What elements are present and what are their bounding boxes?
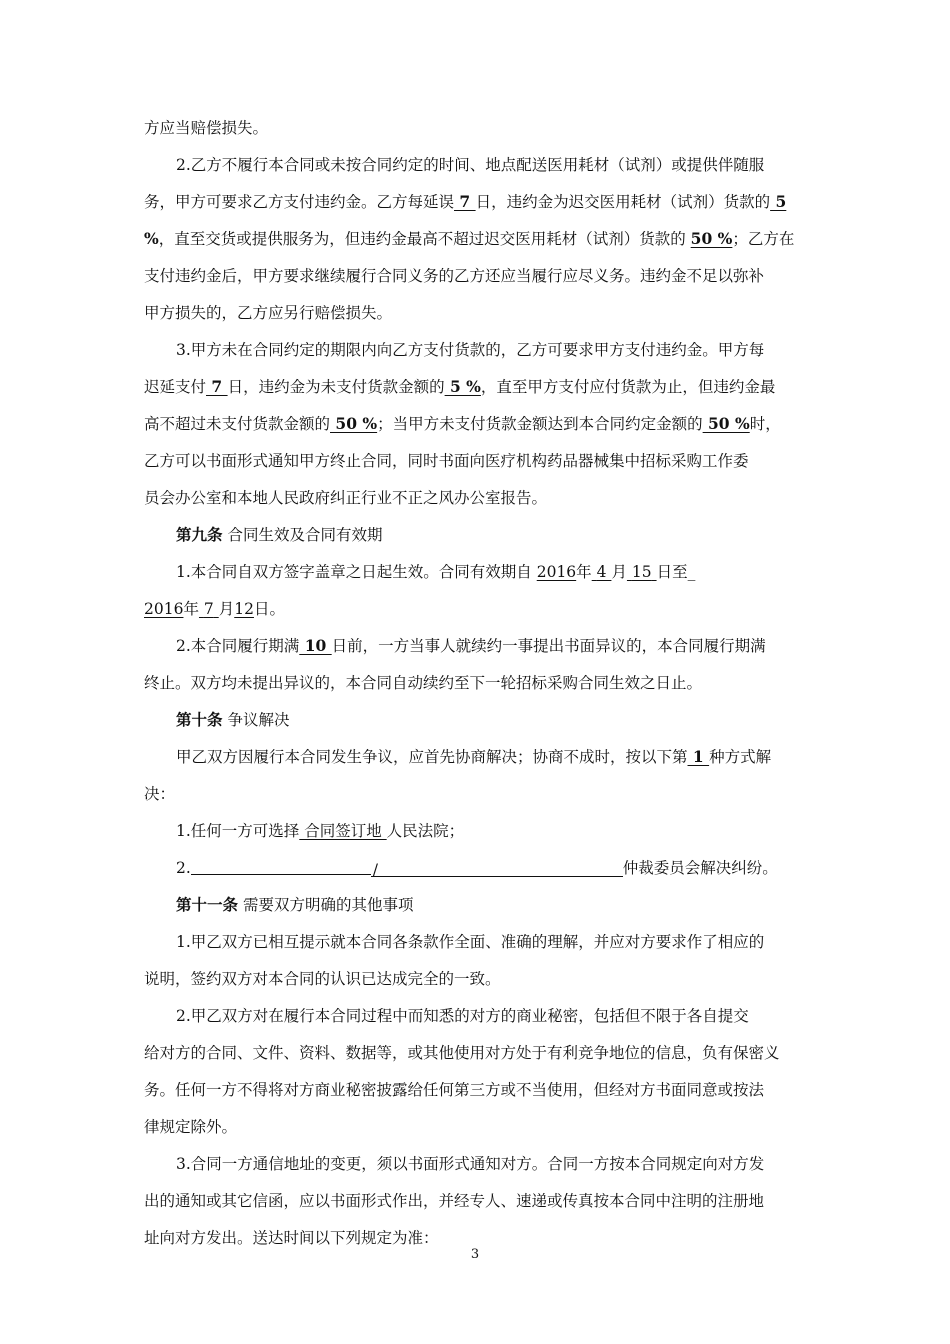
text-line: 高不超过未支付货款金额的 50 %；当甲方未支付货款金额达到本合同约定金额的 50 %时， xyxy=(144,414,781,433)
article-10-heading: 第十条 争议解决 xyxy=(176,710,290,729)
text-line: 给对方的合同、文件、资料、数据等，或其他使用对方处于有利竞争地位的信息，负有保密义 xyxy=(144,1044,780,1062)
text-line: 2016年 7 月12日。 xyxy=(144,600,285,618)
text-line: %，直至交货或提供服务为，但违约金最高不超过迟交医用耗材（试剂）货款的 50 %；乙方在 xyxy=(144,229,795,248)
clause-10-1-line: 1.任何一方可选择 合同签订地 人民法院； xyxy=(176,822,465,840)
clause-11-3-line: 3.合同一方通信地址的变更，须以书面形式通知对方。合同一方按本合同规定向对方发 xyxy=(176,1155,765,1173)
text-line: 决： xyxy=(144,785,176,803)
text-line: 乙方可以书面形式通知甲方终止合同，同时书面向医疗机构药品器械集中招标采购工作委 xyxy=(144,452,749,470)
text-line: 支付违约金后，甲方要求继续履行合同义务的乙方还应当履行应尽义务。违约金不足以弥补 xyxy=(144,267,765,285)
clause-9-2-line: 2.本合同履行期满 10 日前，一方当事人就续约一事提出书面异议的，本合同履行期满 xyxy=(176,636,766,655)
text-line: 方应当赔偿损失。 xyxy=(144,119,269,137)
clause-9-1-line: 1.本合同自双方签字盖章之日起生效。合同有效期自 2016年 4 月 15 日至_ xyxy=(176,563,696,581)
clause-11-1-line: 1.甲乙双方已相互提示就本合同各条款作全面、准确的理解，并应对方要求作了相应的 xyxy=(176,933,765,951)
text-line: 出的通知或其它信函，应以书面形式作出，并经专人、速递或传真按本合同中注明的注册地 xyxy=(144,1192,765,1210)
blank-field: / xyxy=(371,860,623,877)
blank-field xyxy=(191,858,371,875)
article-11-heading: 第十一条 需要双方明确的其他事项 xyxy=(176,895,414,914)
text-line: 务。任何一方不得将对方商业秘密披露给任何第三方或不当使用，但经对方书面同意或按法 xyxy=(144,1081,765,1099)
clause-10-2-line: 2. / 仲裁委员会解决纠纷。 xyxy=(176,859,778,879)
page-number: 3 xyxy=(470,1247,480,1262)
text-line: 说明，签约双方对本合同的认识已达成完全的一致。 xyxy=(144,970,501,988)
text-line: 律规定除外。 xyxy=(144,1118,238,1136)
text-line: 迟延支付 7 日，违约金为未支付货款金额的 5 %，直至甲方支付应付货款为止，但违约金最 xyxy=(144,377,776,396)
text-line: 甲乙双方因履行本合同发生争议，应首先协商解决；协商不成时，按以下第 1 种方式解 xyxy=(176,747,772,766)
article-9-heading: 第九条 合同生效及合同有效期 xyxy=(176,525,383,544)
text-line: 甲方损失的，乙方应另行赔偿损失。 xyxy=(144,304,393,322)
text-line: 址向对方发出。送达时间以下列规定为准： xyxy=(144,1229,439,1247)
clause-11-2-line: 2.甲乙双方对在履行本合同过程中而知悉的对方的商业秘密，包括但不限于各自提交 xyxy=(176,1007,749,1025)
clause-8-3-line: 3.甲方未在合同约定的期限内向乙方支付货款的，乙方可要求甲方支付违约金。甲方每 xyxy=(176,341,765,359)
text-line: 务，甲方可要求乙方支付违约金。乙方每延误 7 日，违约金为迟交医用耗材（试剂）货款的 5 xyxy=(144,192,787,211)
text-line: 员会办公室和本地人民政府纠正行业不正之风办公室报告。 xyxy=(144,489,548,507)
text-line: 终止。双方均未提出异议的，本合同自动续约至下一轮招标采购合同生效之日止。 xyxy=(144,674,703,692)
clause-8-2-line: 2.乙方不履行本合同或未按合同约定的时间、地点配送医用耗材（试剂）或提供伴随服 xyxy=(176,156,765,174)
